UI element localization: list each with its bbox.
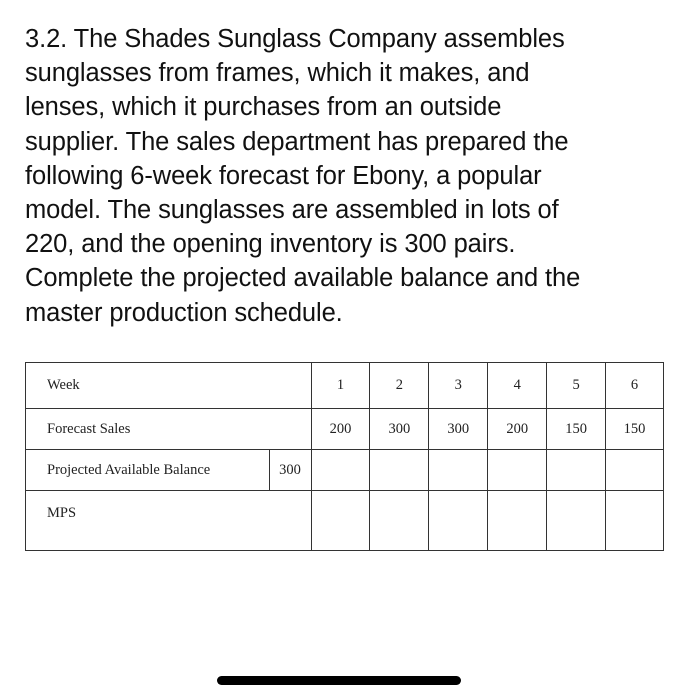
week-label: Week <box>26 363 312 409</box>
week-cell: 1 <box>311 363 370 409</box>
pab-label: Projected Available Balance <box>26 450 270 491</box>
pab-row <box>26 450 664 491</box>
week-cell: 6 <box>606 363 664 409</box>
mps-label: MPS <box>26 491 312 551</box>
mps-cell[interactable] <box>488 491 547 551</box>
forecast-cell: 150 <box>606 409 664 450</box>
mps-table <box>25 362 664 551</box>
forecast-cell: 300 <box>370 409 429 450</box>
question-line: lenses, which it purchases from an outside <box>25 93 502 122</box>
mps-cell[interactable] <box>547 491 606 551</box>
forecast-cell: 300 <box>429 409 488 450</box>
week-row <box>26 363 664 409</box>
question-line: supplier. The sales department has prepared the <box>25 127 569 156</box>
question-text <box>25 22 665 330</box>
question-line: Complete the projected available balance and the <box>25 264 581 293</box>
home-indicator[interactable] <box>217 676 461 685</box>
question-line: model. The sunglasses are assembled in lots of <box>25 196 559 225</box>
opening-inventory-cell: 300 <box>269 450 311 491</box>
mps-cell[interactable] <box>311 491 370 551</box>
question-line: following 6-week forecast for Ebony, a popular <box>25 161 542 190</box>
week-cell: 3 <box>429 363 488 409</box>
mps-cell[interactable] <box>370 491 429 551</box>
question-line: 3.2. The Shades Sunglass Company assembles <box>25 25 565 53</box>
week-cell: 5 <box>547 363 606 409</box>
forecast-row <box>26 409 664 450</box>
forecast-cell: 200 <box>311 409 370 450</box>
mps-row <box>26 491 664 551</box>
forecast-cell: 200 <box>488 409 547 450</box>
question-line: master production schedule. <box>25 298 343 327</box>
pab-cell[interactable] <box>606 450 664 491</box>
week-cell: 2 <box>370 363 429 409</box>
question-line: sunglasses from frames, which it makes, and <box>25 59 530 88</box>
mps-cell[interactable] <box>429 491 488 551</box>
mps-cell[interactable] <box>606 491 664 551</box>
question-line: 220, and the opening inventory is 300 pairs. <box>25 230 516 259</box>
pab-cell[interactable] <box>429 450 488 491</box>
pab-cell[interactable] <box>488 450 547 491</box>
forecast-cell: 150 <box>547 409 606 450</box>
pab-cell[interactable] <box>370 450 429 491</box>
week-cell: 4 <box>488 363 547 409</box>
forecast-label: Forecast Sales <box>26 409 312 450</box>
pab-cell[interactable] <box>547 450 606 491</box>
pab-cell[interactable] <box>311 450 370 491</box>
